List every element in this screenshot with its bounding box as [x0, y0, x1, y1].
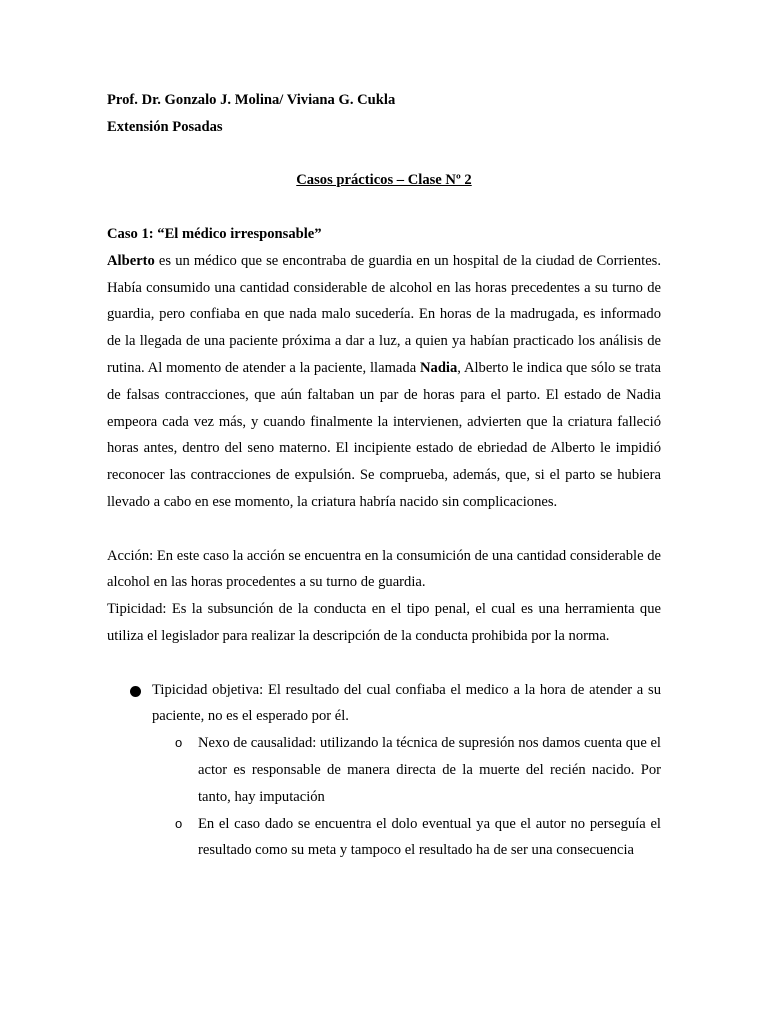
case-paragraph [107, 248, 661, 516]
circle-bullet-icon: o [175, 735, 183, 751]
case-text-part2: , Alberto le indica que sólo se trata de falsas contracciones, que aún faltaban un par de horas para el parto. El estado de Nadia empeora cada vez más, y cuando finalmente la intervienen, advierten que la criatura falleció horas antes, dentro del seno materno. El incipiente estado de ebriedad de Alberto le impidió reconocer las contracciones de expulsión. Se comprueba, además, que, si el parto se hubiera llevado a cabo en ese momento, la criatura habría nacido sin complicaciones. [107, 359, 661, 510]
case-heading: Caso 1: “El médico irresponsable” [107, 225, 322, 242]
case-name-nadia: Nadia [419, 359, 458, 376]
spacer [107, 650, 661, 677]
sub-bullet-item [107, 811, 661, 865]
sub-bullet-item [107, 730, 661, 810]
bullet-text: Tipicidad objetiva: El resultado del cual confiaba el medico a la hora de atender a su paciente, no es el esperado por él. [152, 681, 661, 725]
tipicidad-paragraph: Tipicidad: Es la subsunción de la conducta en el tipo penal, el cual es una herramienta que utiliza el legislador para realizar la descripción de la conducta prohibida por la norma. [107, 601, 661, 644]
spacer [107, 141, 661, 168]
document-page [107, 87, 661, 864]
case-text-part1: es un médico que se encontraba de guardia en un hospital de la ciudad de Corrientes. Había consumido una cantidad considerable de alcohol en las horas precedentes a su turno de guardia, pero confiaba en que nada malo sucedería. En horas de la madrugada, es informado de la llegada de una paciente próxima a dar a luz, a quien ya habían practicado los análisis de rutina. Al momento de atender a la paciente, llamada [107, 252, 661, 376]
sub-bullet-text: Nexo de causalidad: utilizando la técnica de supresión nos damos cuenta que el actor es responsable de manera directa de la muerte del recién nacido. Por tanto, hay imputación [198, 735, 661, 805]
authors-line: Prof. Dr. Gonzalo J. Molina/ Viviana G. Cukla [107, 92, 396, 108]
spacer [107, 516, 661, 543]
bullet-item [107, 677, 661, 731]
spacer [107, 194, 661, 221]
extension-line: Extensión Posadas [107, 118, 223, 135]
circle-bullet-icon: o [175, 815, 183, 831]
case-name-alberto: Alberto [107, 252, 155, 269]
sub-bullet-text: En el caso dado se encuentra el dolo eventual ya que el autor no perseguía el resultado como su meta y tampoco el resultado ha de ser una consecuencia [198, 815, 661, 859]
bullet-dot-icon [130, 686, 141, 697]
document-title: Casos prácticos – Clase Nº 2 [296, 172, 472, 189]
accion-paragraph: Acción: En este caso la acción se encuentra en la consumición de una cantidad considerable de alcohol en las horas procedentes a su turno de guardia. [107, 547, 661, 591]
